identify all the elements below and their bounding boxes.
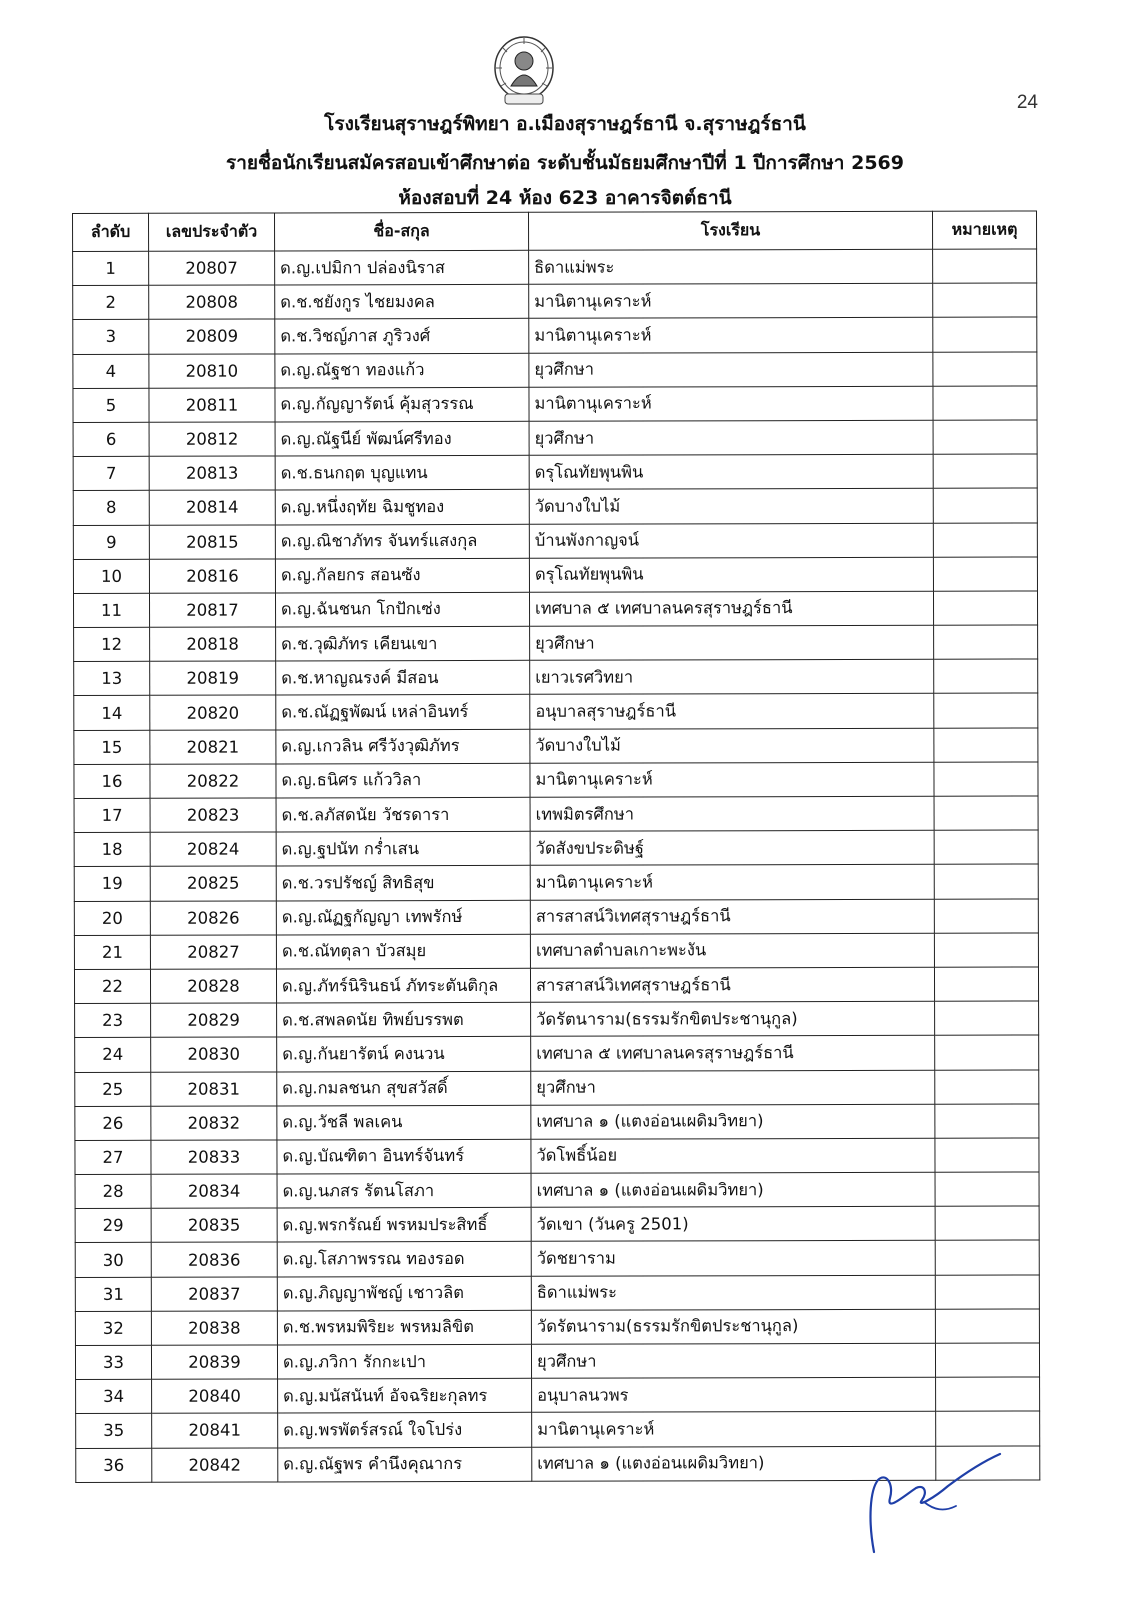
row-school-name: ยุวศึกษา [530, 625, 934, 660]
row-order-number: 1 [73, 251, 149, 285]
row-remarks [934, 762, 1038, 796]
row-student-id: 20815 [149, 524, 275, 559]
table-row [74, 693, 1038, 730]
row-remarks [934, 659, 1038, 693]
table-row [74, 659, 1038, 696]
row-order-number: 9 [73, 525, 149, 559]
row-student-name: ด.ญ.เกวลิน ศรีวังวุฒิภัทร [276, 729, 530, 764]
row-order-number: 14 [74, 696, 150, 730]
row-order-number: 20 [74, 901, 150, 935]
row-student-name: ด.ช.วิชญ์ภาส ภูริวงศ์ [275, 319, 529, 354]
row-student-id: 20838 [151, 1311, 277, 1346]
table-row [74, 762, 1038, 799]
row-order-number: 25 [75, 1072, 151, 1106]
row-school-name: เยาวเรศวิทยา [530, 659, 934, 694]
row-school-name: วัดรัตนาราม(ธรรมรักขิตประชานุกูล) [531, 1001, 935, 1036]
row-school-name: มานิตานุเคราะห์ [529, 386, 933, 421]
row-student-name: ด.ญ.เปมิกา ปล่องนิราส [275, 250, 529, 285]
row-student-id: 20839 [151, 1345, 277, 1380]
table-row [74, 967, 1038, 1004]
row-order-number: 36 [76, 1448, 152, 1482]
row-school-name: มานิตานุเคราะห์ [530, 865, 934, 900]
row-school-name: วัดสังขประดิษฐ์ [530, 830, 934, 865]
row-remarks [935, 1104, 1039, 1138]
row-student-id: 20824 [150, 832, 276, 867]
row-student-name: ด.ญ.โสภาพรรณ ทองรอด [277, 1242, 531, 1277]
table-row [74, 625, 1038, 662]
row-order-number: 26 [75, 1106, 151, 1140]
row-student-name: ด.ช.ณัฏฐพัฒน์ เหล่าอินทร์ [276, 695, 530, 730]
row-order-number: 29 [75, 1209, 151, 1243]
row-school-name: บ้านพังกาญจน์ [529, 523, 933, 558]
row-school-name: ยุวศึกษา [531, 1070, 935, 1105]
row-student-id: 20810 [149, 354, 275, 389]
row-school-name: ธิดาแม่พระ [531, 1275, 935, 1310]
row-student-id: 20830 [151, 1037, 277, 1072]
handwritten-signature [864, 1440, 1004, 1560]
row-order-number: 12 [74, 627, 150, 661]
row-order-number: 10 [73, 559, 149, 593]
row-student-name: ด.ญ.กันยารัตน์ คงนวน [277, 1037, 531, 1072]
row-school-name: มานิตานุเคราะห์ [529, 283, 933, 318]
row-remarks [933, 352, 1037, 386]
row-school-name: วัดรัตนาราม(ธรรมรักขิตประชานุกูล) [531, 1309, 935, 1344]
table-row [75, 1001, 1039, 1038]
row-student-name: ด.ญ.ฉันชนก โกปักเซ่ง [275, 592, 529, 627]
row-student-name: ด.ญ.พรพัตร์สรณ์ ใจโปร่ง [278, 1413, 532, 1448]
row-school-name: ยุวศึกษา [529, 352, 933, 387]
column-header-school: โรงเรียน [528, 211, 932, 250]
row-school-name: เทศบาล ๕ เทศบาลนครสุราษฎร์ธานี [531, 1036, 935, 1071]
table-row [76, 1377, 1040, 1414]
table-row [74, 899, 1038, 936]
row-remarks [935, 1138, 1039, 1172]
row-remarks [934, 796, 1038, 830]
row-order-number: 5 [73, 388, 149, 422]
row-school-name: ดรุโณทัยพุนพิน [529, 454, 933, 489]
row-student-id: 20820 [150, 695, 276, 730]
row-student-id: 20816 [149, 559, 275, 594]
row-student-name: ด.ญ.ภิญญาพัชญ์ เชาวลิต [277, 1276, 531, 1311]
table-row [73, 420, 1037, 457]
row-order-number: 7 [73, 456, 149, 490]
row-student-id: 20828 [150, 969, 276, 1004]
row-student-name: ด.ญ.ณัฐชา ทองแก้ว [275, 353, 529, 388]
row-student-name: ด.ญ.นภสร รัตนโสภา [277, 1173, 531, 1208]
row-remarks [935, 1035, 1039, 1069]
row-student-id: 20836 [151, 1242, 277, 1277]
row-student-name: ด.ญ.มนัสนันท์ อัจฉริยะกุลทร [278, 1378, 532, 1413]
row-student-id: 20837 [151, 1277, 277, 1312]
table-row [73, 522, 1037, 559]
table-row [75, 1309, 1039, 1346]
row-student-id: 20833 [151, 1140, 277, 1175]
row-student-id: 20834 [151, 1174, 277, 1209]
row-student-id: 20812 [149, 422, 275, 457]
row-student-name: ด.ญ.วัชลี พลเคน [277, 1105, 531, 1140]
row-order-number: 3 [73, 320, 149, 354]
table-row [75, 1240, 1039, 1277]
table-row [73, 283, 1037, 320]
school-title: โรงเรียนสุราษฎร์พิทยา อ.เมืองสุราษฎร์ธานี จ.สุราษฎร์ธานี [324, 113, 806, 135]
table-row [73, 386, 1037, 423]
row-student-id: 20822 [150, 764, 276, 799]
row-remarks [935, 1206, 1039, 1240]
row-student-id: 20823 [150, 798, 276, 833]
row-student-id: 20827 [150, 935, 276, 970]
row-remarks [935, 1309, 1039, 1343]
row-remarks [933, 488, 1037, 522]
table-body [73, 249, 1040, 1482]
table-row [73, 591, 1037, 628]
page-number: 24 [1016, 92, 1038, 113]
table-row [75, 1172, 1039, 1209]
row-student-id: 20809 [149, 319, 275, 354]
row-student-name: ด.ช.ณัทตุลา บัวสมุย [276, 934, 530, 969]
row-student-id: 20811 [149, 388, 275, 423]
table-row [74, 796, 1038, 833]
row-order-number: 23 [75, 1003, 151, 1037]
row-remarks [933, 317, 1037, 351]
column-header-remarks: หมายเหตุ [932, 211, 1036, 249]
row-remarks [936, 1377, 1040, 1411]
row-school-name: วัดบางใบไม้ [530, 728, 934, 763]
row-remarks [935, 1275, 1039, 1309]
row-remarks [934, 625, 1038, 659]
row-student-name: ด.ช.พรหมพิริยะ พรหมลิขิต [277, 1310, 531, 1345]
row-school-name: เทพมิตรศึกษา [530, 796, 934, 831]
row-school-name: เทศบาลตำบลเกาะพะงัน [530, 933, 934, 968]
table-row [74, 830, 1038, 867]
row-student-id: 20825 [150, 866, 276, 901]
row-order-number: 31 [75, 1277, 151, 1311]
row-order-number: 8 [73, 491, 149, 525]
row-student-name: ด.ญ.ธนิศร แก้ววิลา [276, 763, 530, 798]
table-row [75, 1343, 1039, 1380]
row-order-number: 21 [74, 935, 150, 969]
row-student-name: ด.ญ.ณัฏฐกัญญา เทพรักษ์ [276, 900, 530, 935]
row-school-name: ธิดาแม่พระ [529, 249, 933, 284]
row-order-number: 17 [74, 798, 150, 832]
table-row [74, 933, 1038, 970]
row-order-number: 13 [74, 662, 150, 696]
table-row [75, 1206, 1039, 1243]
row-student-name: ด.ช.ชยังกูร ไชยมงคล [275, 284, 529, 319]
row-remarks [934, 693, 1038, 727]
table-row [74, 728, 1038, 765]
row-remarks [934, 728, 1038, 762]
row-remarks [933, 591, 1037, 625]
row-student-name: ด.ช.วุฒิภัทร เคียนเขา [276, 626, 530, 661]
row-student-name: ด.ญ.กัลยกร สอนซัง [275, 558, 529, 593]
row-student-name: ด.ญ.กมลชนก สุขสวัสดิ์ [277, 1071, 531, 1106]
row-student-id: 20821 [150, 730, 276, 765]
row-student-id: 20814 [149, 490, 275, 525]
row-student-id: 20826 [150, 901, 276, 936]
school-seal-logo [493, 34, 555, 108]
row-school-name: มานิตานุเคราะห์ [532, 1412, 936, 1447]
row-school-name: มานิตานุเคราะห์ [529, 318, 933, 353]
row-remarks [933, 420, 1037, 454]
row-remarks [934, 830, 1038, 864]
table-row [73, 488, 1037, 525]
row-student-id: 20819 [150, 661, 276, 696]
row-order-number: 2 [73, 285, 149, 319]
row-student-id: 20818 [150, 627, 276, 662]
row-order-number: 34 [76, 1379, 152, 1413]
row-school-name: ยุวศึกษา [529, 420, 933, 455]
table-row [73, 317, 1037, 354]
row-school-name: เทศบาล ๑ (แตงอ่อนเผดิมวิทยา) [531, 1172, 935, 1207]
row-student-name: ด.ช.ธนกฤต บุญแทน [275, 455, 529, 490]
row-remarks [933, 454, 1037, 488]
table-row [75, 1104, 1039, 1141]
row-student-id: 20832 [151, 1106, 277, 1141]
row-student-id: 20813 [149, 456, 275, 491]
table-header-row [73, 211, 1037, 252]
row-student-name: ด.ญ.ณัฐพร คำนึงคุณากร [278, 1447, 532, 1482]
row-student-name: ด.ญ.หนึ่งฤทัย ฉิมชูทอง [275, 490, 529, 525]
table-row [75, 1275, 1039, 1312]
row-student-name: ด.ญ.ภวิกา รักกะเปา [277, 1344, 531, 1379]
row-student-name: ด.ญ.บัณฑิตา อินทร์จันทร์ [277, 1139, 531, 1174]
row-order-number: 22 [74, 969, 150, 1003]
row-order-number: 4 [73, 354, 149, 388]
row-order-number: 27 [75, 1140, 151, 1174]
row-school-name: วัดบางใบไม้ [529, 489, 933, 524]
row-order-number: 35 [76, 1414, 152, 1448]
table-row [73, 454, 1037, 491]
row-order-number: 18 [74, 832, 150, 866]
row-student-id: 20829 [151, 1003, 277, 1038]
row-school-name: อนุบาลสุราษฎร์ธานี [530, 694, 934, 729]
row-order-number: 30 [75, 1243, 151, 1277]
table-row [75, 1138, 1039, 1175]
row-remarks [934, 864, 1038, 898]
table-row [74, 864, 1038, 901]
row-school-name: เทศบาล ๑ (แตงอ่อนเผดิมวิทยา) [531, 1104, 935, 1139]
row-remarks [935, 1343, 1039, 1377]
row-order-number: 15 [74, 730, 150, 764]
document-title: รายชื่อนักเรียนสมัครสอบเข้าศึกษาต่อ ระดับชั้นมัธยมศึกษาปีที่ 1 ปีการศึกษา 2569 [226, 152, 904, 174]
row-school-name: สารสาสน์วิเทศสุราษฎร์ธานี [530, 967, 934, 1002]
row-school-name: วัดชยาราม [531, 1241, 935, 1276]
row-school-name: ดรุโณทัยพุนพิน [529, 557, 933, 592]
row-school-name: อนุบาลนวพร [532, 1377, 936, 1412]
row-remarks [935, 1001, 1039, 1035]
exam-room-title: ห้องสอบที่ 24 ห้อง 623 อาคารจิตต์ธานี [398, 187, 732, 209]
row-student-name: ด.ญ.พรกรัณย์ พรหมประสิทธิ์ [277, 1208, 531, 1243]
row-student-id: 20831 [151, 1071, 277, 1106]
row-remarks [933, 283, 1037, 317]
row-order-number: 28 [75, 1174, 151, 1208]
table-row [73, 249, 1037, 286]
row-student-id: 20841 [152, 1413, 278, 1448]
row-remarks [933, 522, 1037, 556]
row-student-name: ด.ญ.ณัฐนีย์ พัฒน์ศรีทอง [275, 421, 529, 456]
row-student-id: 20835 [151, 1208, 277, 1243]
row-remarks [935, 1172, 1039, 1206]
row-order-number: 24 [75, 1038, 151, 1072]
row-order-number: 6 [73, 422, 149, 456]
row-school-name: เทศบาล ๑ (แตงอ่อนเผดิมวิทยา) [532, 1446, 936, 1481]
table-row [73, 352, 1037, 389]
row-student-id: 20817 [149, 593, 275, 628]
row-student-name: ด.ญ.ณิชาภัทร จันทร์แสงกุล [275, 524, 529, 559]
row-order-number: 11 [73, 593, 149, 627]
row-remarks [935, 1240, 1039, 1274]
row-remarks [934, 967, 1038, 1001]
row-remarks [934, 933, 1038, 967]
column-header-order: ลำดับ [73, 213, 149, 251]
row-order-number: 19 [74, 867, 150, 901]
row-student-id: 20842 [152, 1448, 278, 1483]
column-header-name: ชื่อ-สกุล [275, 212, 529, 251]
row-remarks [934, 899, 1038, 933]
row-remarks [933, 557, 1037, 591]
row-student-name: ด.ช.ลภัสดนัย วัชรดารา [276, 797, 530, 832]
table-row [75, 1069, 1039, 1106]
row-student-name: ด.ช.หาญณรงค์ มีสอน [276, 661, 530, 696]
student-roster-table [72, 210, 1040, 1482]
column-header-student-id: เลขประจำตัว [149, 213, 275, 251]
row-order-number: 33 [75, 1345, 151, 1379]
row-school-name: วัดโพธิ์น้อย [531, 1138, 935, 1173]
row-order-number: 32 [75, 1311, 151, 1345]
row-student-id: 20807 [149, 251, 275, 286]
row-student-name: ด.ญ.กัญญารัตน์ คุ้มสุวรรณ [275, 387, 529, 422]
table-row [75, 1035, 1039, 1072]
row-student-name: ด.ญ.ภัทร์นิรินธน์ ภัทระตันติกุล [276, 968, 530, 1003]
table-row [73, 557, 1037, 594]
row-school-name: ยุวศึกษา [531, 1343, 935, 1378]
row-remarks [933, 386, 1037, 420]
row-school-name: วัดเขา (วันครู 2501) [531, 1206, 935, 1241]
row-student-id: 20840 [152, 1379, 278, 1414]
row-order-number: 16 [74, 764, 150, 798]
row-remarks [933, 249, 1037, 283]
row-student-name: ด.ช.สพลดนัย ทิพย์บรรพต [277, 1002, 531, 1037]
row-school-name: มานิตานุเคราะห์ [530, 762, 934, 797]
row-remarks [935, 1069, 1039, 1103]
row-student-name: ด.ช.วรปรัชญ์ สิทธิสุข [276, 866, 530, 901]
row-student-id: 20808 [149, 285, 275, 320]
row-school-name: สารสาสน์วิเทศสุราษฎร์ธานี [530, 899, 934, 934]
row-student-name: ด.ญ.ฐปนัท กร่ำเสน [276, 831, 530, 866]
row-school-name: เทศบาล ๕ เทศบาลนครสุราษฎร์ธานี [529, 591, 933, 626]
